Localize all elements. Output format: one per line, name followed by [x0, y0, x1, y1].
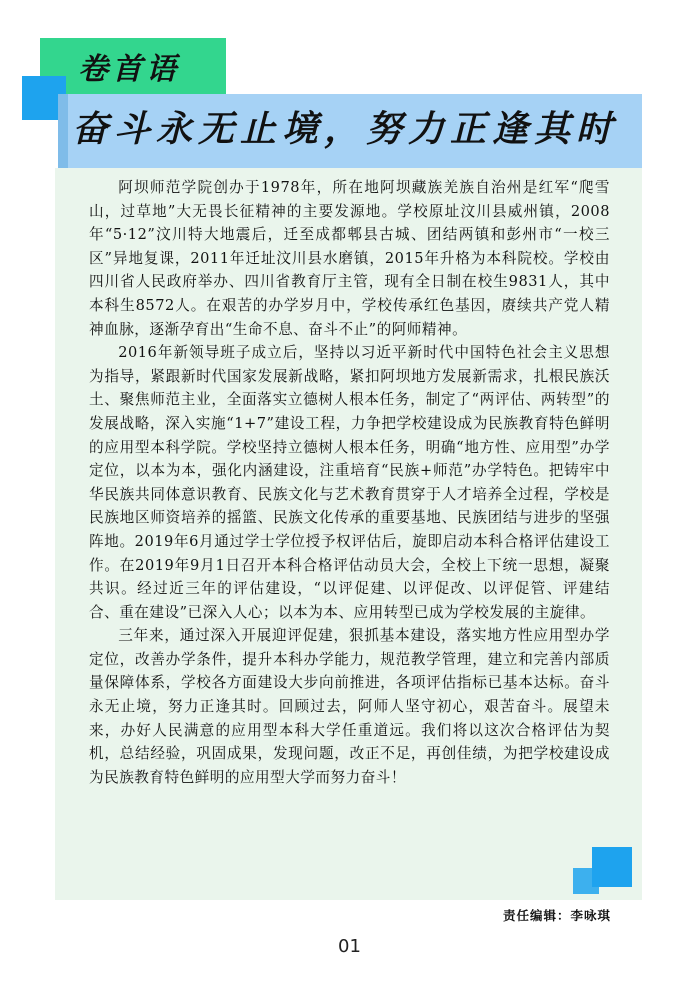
- paragraph-3: 三年来，通过深入开展迎评促建，狠抓基本建设，落实地方性应用型办学定位，改善办学条件，提升本科办学能力，规范教学管理，建立和完善内部质量保障体系，学校各方面建设大步向前推进，各项评估指标已基本达标。奋斗永无止境，努力正逢其时。回顾过去，阿师人坚守初心，艰苦奋斗。展望未来，办好人民满意的应用型本科大学任重道远。我们将以这次合格评估为契机，总结经验，巩固成果，发现问题，改正不足，再创佳绩，为把学校建设成为民族教育特色鲜明的应用型大学而努力奋斗！: [89, 627, 610, 786]
- paragraph-2: 2016年新领导班子成立后，坚持以习近平新时代中国特色社会主义思想为指导，紧跟新时代国家发展新战略，紧扣阿坝地方发展新需求，扎根民族沃土、聚焦师范主业，全面落实立德树人根本任务，制定了“两评估、两转型”的发展战略，深入实施“1+7”建设工程，力争把学校建设成为民族教育特色鲜明的应用型本科学院。学校坚持立德树人根本任务，明确“地方性、应用型”办学定位，以本为本，强化内涵建设，注重培育“民族+师范”办学特色。把铸牢中华民族共同体意识教育、民族文化与艺术教育贯穿于人才培养全过程，学校是民族地区师资培养的摇篮、民族文化传承的重要基地、民族团结与进步的坚强阵地。2019年6月通过学士学位授予权评估后，旋即启动本科合格评估建设工作。在2019年9月1日召开本科合格评估动员大会，全校上下统一思想，凝聚共识。经过近三年的评估建设，“以评促建、以评促改、以评促管、评建结合、重在建设”已深入人心；以本为本、应用转型已成为学校发展的主旋律。: [89, 344, 610, 621]
- page-title: 奋斗永无止境，努力正逢其时: [72, 109, 619, 150]
- decorative-square-bottom-right-small: [573, 868, 599, 894]
- editor-credit: 责任编辑：李咏琪: [502, 908, 611, 923]
- article-body: [89, 176, 610, 789]
- page-number: 01: [338, 936, 361, 957]
- paragraph-1: 阿坝师范学院创办于1978年，所在地阿坝藏族羌族自治州是红军“爬雪山，过草地”大无畏长征精神的主要发源地。学校原址汶川县威州镇，2008年“5·12”汶川特大地震后，迁至成都郫县古城、团结两镇和彭州市“一校三区”异地复课，2011年迁址汶川县水磨镇，2015年升格为本科院校。学校由四川省人民政府举办、四川省教育厅主管，现有全日制在校生9831人，其中本科生8572人。在艰苦的办学岁月中，学校传承红色基因，赓续共产党人精神血脉，逐渐孕育出“生命不息、奋斗不止”的阿师精神。: [89, 179, 610, 338]
- section-label: 卷首语: [78, 52, 180, 87]
- title-band-edge: [58, 94, 68, 168]
